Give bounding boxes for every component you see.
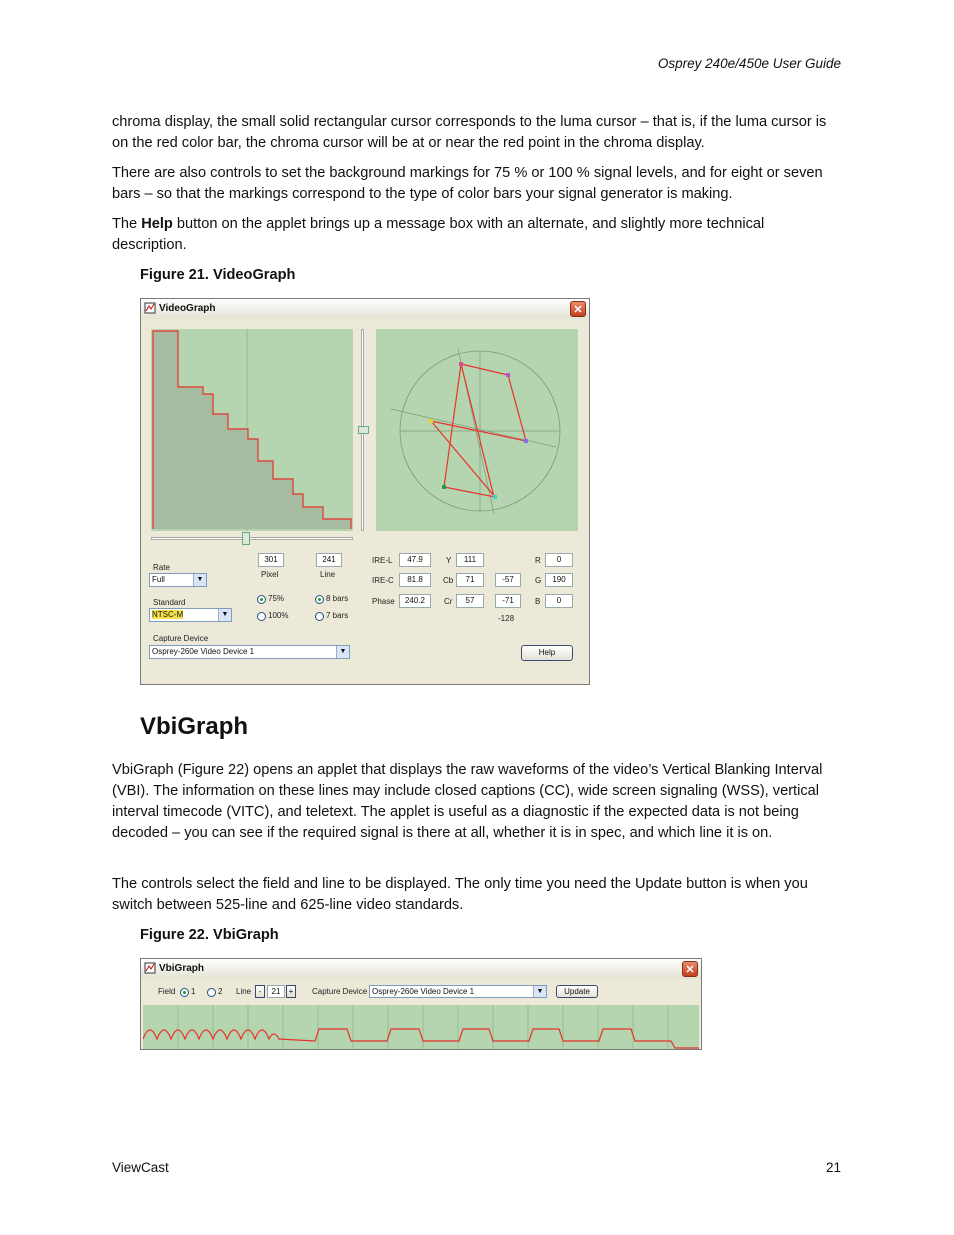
footer-left: ViewCast [112, 1160, 169, 1175]
field-radio-1[interactable] [180, 988, 189, 997]
window-title: VbiGraph [159, 963, 205, 974]
section-title: VbiGraph [140, 713, 249, 740]
phase-value: 240.2 [399, 594, 431, 608]
radio-75[interactable] [257, 595, 266, 604]
radio-100-label: 100% [268, 611, 289, 620]
page-number: 21 [825, 1160, 841, 1175]
update-button[interactable]: Update [556, 985, 598, 998]
neg-label: -128 [498, 614, 515, 623]
line-slider-thumb[interactable] [358, 426, 369, 434]
app-icon [144, 962, 156, 974]
line-label: Line [236, 987, 252, 996]
videograph-window [140, 298, 590, 685]
field-radio-1-label: 1 [191, 987, 196, 996]
close-icon[interactable]: ✕ [570, 301, 586, 317]
y-value: 111 [456, 553, 484, 567]
vbigraph-window [140, 958, 702, 1050]
paragraph: The Help button on the applet brings up a message box with an alternate, and slightly more technical description. [112, 216, 765, 253]
ire-l-value: 47.9 [399, 553, 431, 567]
g-value: 190 [545, 573, 573, 587]
pixel-field[interactable]: 301 [258, 553, 284, 567]
r-value: 0 [545, 553, 573, 567]
y-label: Y [446, 556, 452, 565]
line-field[interactable]: 21 [267, 985, 285, 998]
pixel-slider-thumb[interactable] [242, 532, 250, 545]
field-radio-2[interactable] [207, 988, 216, 997]
capture-device-select[interactable]: Osprey-260e Video Device 1 ▼ [369, 985, 547, 998]
paragraph: The controls select the field and line to be displayed. The only time you need the Update button is when you switch between 525-line and 625-line video standards. [112, 876, 808, 913]
radio-100[interactable] [257, 612, 266, 621]
b-label: B [535, 597, 541, 606]
close-icon[interactable]: ✕ [682, 961, 698, 977]
b-value: 0 [545, 594, 573, 608]
app-icon [144, 302, 156, 314]
title-bar [141, 299, 589, 319]
field-radio-2-label: 2 [218, 987, 223, 996]
field-label: Field [158, 987, 176, 996]
g-label: G [535, 576, 542, 585]
figure-caption: Figure 22. VbiGraph [140, 927, 279, 943]
radio-8bars[interactable] [315, 595, 324, 604]
radio-7bars[interactable] [315, 612, 324, 621]
phase-label: Phase [372, 597, 395, 606]
paragraph: There are also controls to set the background markings for 75 % or 100 % signal levels, and for eight or seven bars – so that the markings correspond to the type of color bars your signal generator is making. [112, 165, 823, 202]
radio-8bars-label: 8 bars [326, 594, 349, 603]
help-bold: Help [141, 216, 173, 232]
paragraph: chroma display, the small solid rectangular cursor corresponds to the luma cursor – that is, if the luma cursor is on the red color bar, the chroma cursor will be at or near the red point in the chroma display. [112, 114, 827, 151]
chroma-vectorscope [376, 329, 578, 531]
chevron-down-icon: ▼ [533, 986, 546, 997]
cb-label: Cb [443, 576, 454, 585]
title-bar [141, 959, 701, 979]
r-label: R [535, 556, 541, 565]
window-title: VideoGraph [159, 303, 216, 314]
cr-label: Cr [444, 597, 453, 606]
rate-select[interactable]: Full ▼ [149, 573, 207, 587]
cr-value: 57 [456, 594, 484, 608]
figure-caption: Figure 21. VideoGraph [140, 267, 296, 283]
vbi-waveform [143, 1005, 699, 1049]
capture-label: Capture Device [312, 987, 368, 996]
line-increment-button[interactable]: + [286, 985, 296, 998]
radio-75-label: 75% [268, 594, 285, 603]
cb-value: 71 [456, 573, 484, 587]
rate-label: Rate [153, 563, 170, 572]
capture-device-select[interactable]: Osprey-260e Video Device 1 ▼ [149, 645, 350, 659]
cb-value-2: -57 [495, 573, 521, 587]
chevron-down-icon: ▼ [218, 609, 231, 621]
line-label: Line [320, 570, 336, 579]
page-header: Osprey 240e/450e User Guide [657, 56, 841, 71]
ire-c-value: 81.8 [399, 573, 431, 587]
help-button[interactable]: Help [521, 645, 573, 661]
capture-label: Capture Device [153, 634, 209, 643]
line-field[interactable]: 241 [316, 553, 342, 567]
radio-7bars-label: 7 bars [326, 611, 349, 620]
chevron-down-icon: ▼ [336, 646, 349, 658]
line-decrement-button[interactable]: - [255, 985, 265, 998]
pixel-slider[interactable] [151, 537, 353, 540]
ire-l-label: IRE-L [372, 556, 393, 565]
chevron-down-icon: ▼ [193, 574, 206, 586]
luma-waveform [151, 329, 353, 531]
pixel-label: Pixel [261, 570, 279, 579]
cr-value-2: -71 [495, 594, 521, 608]
ire-c-label: IRE-C [372, 576, 394, 585]
standard-label: Standard [153, 598, 186, 607]
standard-select[interactable]: NTSC-M ▼ [149, 608, 232, 622]
paragraph: VbiGraph (Figure 22) opens an applet that displays the raw waveforms of the video’s Vertical Blanking Interval (VBI). The information on these lines may include closed captions (CC), wide screen signaling (WSS), vertical interval timecode (VITC), and teletext. The applet is useful as a diagnostic if the expected data is not being decoded – you can see if the required signal is there at all, whether it is in spec, and which line it is on. [112, 762, 823, 841]
